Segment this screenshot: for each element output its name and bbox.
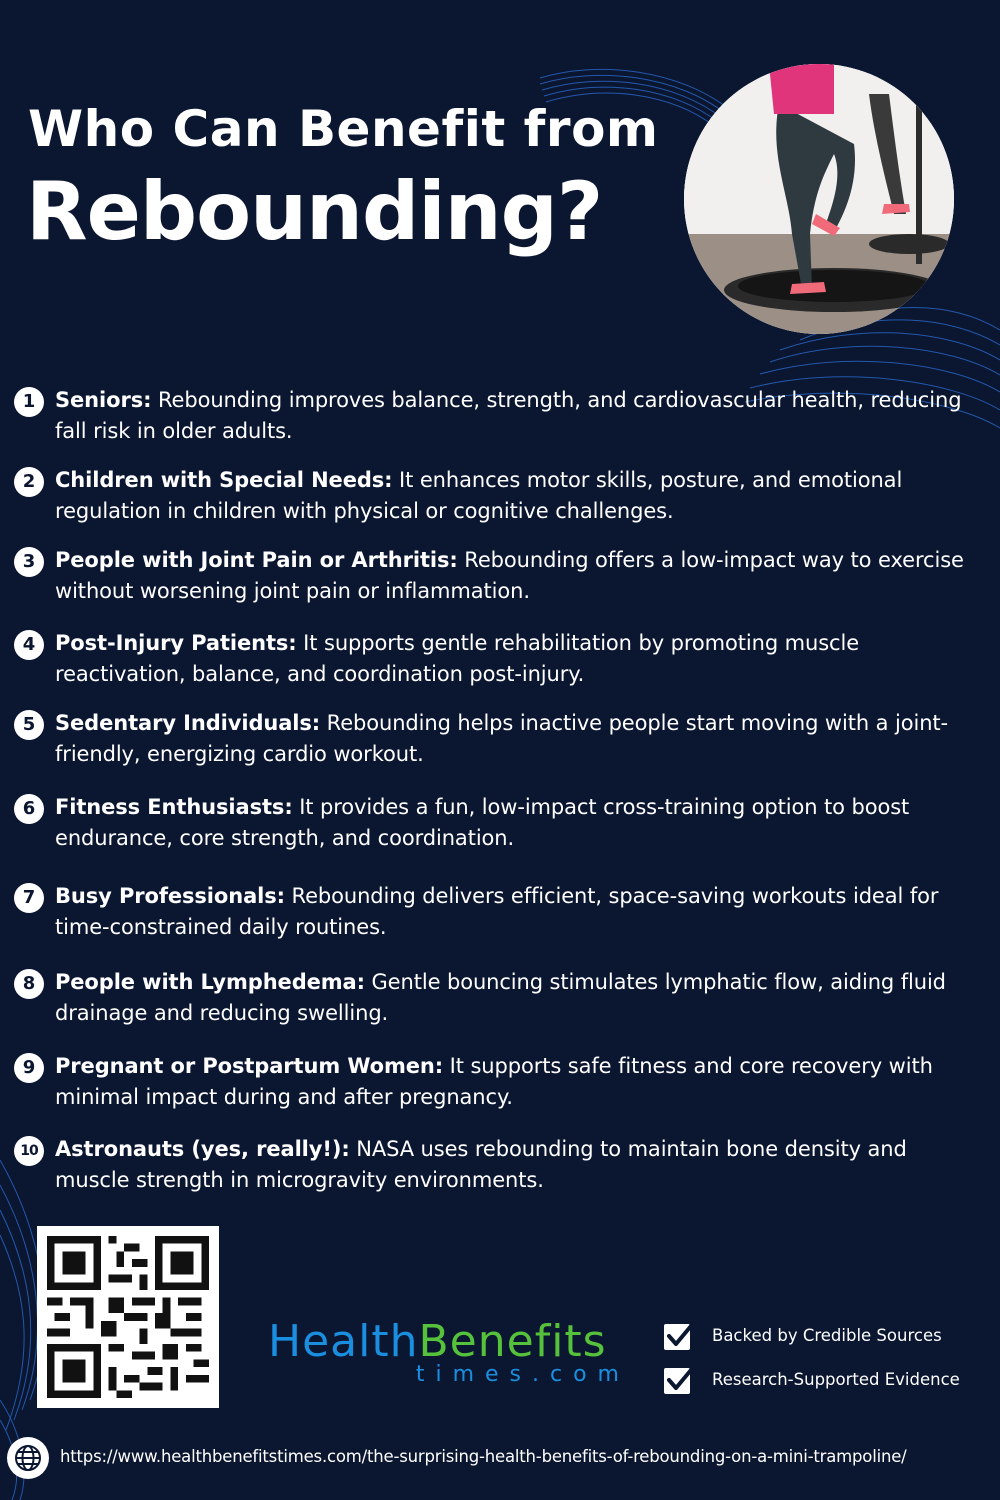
badge-label: Research-Supported Evidence (712, 1370, 960, 1389)
item-number-badge: 10 (14, 1136, 44, 1166)
list-item (14, 465, 974, 527)
item-number-badge: 1 (14, 387, 44, 417)
badge-label: Backed by Credible Sources (712, 1326, 942, 1345)
logo-subtitle: times.com (415, 1362, 630, 1387)
logo-health-text: Health (268, 1316, 419, 1367)
item-heading: Sedentary Individuals: (55, 711, 321, 735)
checkmark-icon (664, 1368, 690, 1394)
item-description: NASA uses rebounding to maintain bone density and muscle strength in microgravity environments. (55, 1137, 907, 1192)
source-url-link[interactable]: https://www.healthbenefitstimes.com/the-surprising-health-benefits-of-rebounding-on-a-mini-trampoline/ (60, 1447, 907, 1466)
item-number-badge: 7 (14, 883, 44, 913)
list-item (14, 967, 974, 1029)
page-title-line-2: Rebounding? (26, 165, 603, 258)
list-item (14, 1134, 974, 1196)
list-item (14, 545, 974, 607)
trampoline-exercise-photo (684, 64, 954, 334)
item-heading: Astronauts (yes, really!): (55, 1137, 350, 1161)
list-item (14, 708, 974, 770)
item-heading: Busy Professionals: (55, 884, 285, 908)
item-description: Rebounding offers a low-impact way to exercise without worsening joint pain or inflammation. (55, 548, 964, 603)
item-number-badge: 5 (14, 710, 44, 740)
item-heading: Fitness Enthusiasts: (55, 795, 293, 819)
list-item (14, 1051, 974, 1113)
item-heading: People with Lymphedema: (55, 970, 365, 994)
globe-icon (7, 1437, 49, 1479)
item-description: Rebounding helps inactive people start moving with a joint-friendly, energizing cardio workout. (55, 711, 949, 766)
item-heading: Seniors: (55, 388, 152, 412)
list-item (14, 628, 974, 690)
item-number-badge: 4 (14, 630, 44, 660)
list-item (14, 385, 974, 447)
item-heading: Children with Special Needs: (55, 468, 393, 492)
item-heading: People with Joint Pain or Arthritis: (55, 548, 458, 572)
logo-benefits-text: Benefits (418, 1316, 607, 1367)
item-number-badge: 9 (14, 1053, 44, 1083)
item-number-badge: 3 (14, 547, 44, 577)
item-description: It provides a fun, low-impact cross-training option to boost endurance, core strength, and coordination. (55, 795, 910, 850)
qr-code-icon[interactable] (37, 1226, 219, 1408)
item-number-badge: 2 (14, 467, 44, 497)
list-item (14, 881, 974, 943)
item-description: Gentle bouncing stimulates lymphatic flow, aiding fluid drainage and reducing swelling. (55, 970, 946, 1025)
item-description: It enhances motor skills, posture, and emotional regulation in children with physical or cognitive challenges. (55, 468, 903, 523)
item-description: Rebounding delivers efficient, space-saving workouts ideal for time-constrained daily routines. (55, 884, 939, 939)
page-title-line-1: Who Can Benefit from (28, 100, 659, 158)
item-heading: Pregnant or Postpartum Women: (55, 1054, 444, 1078)
item-description: Rebounding improves balance, strength, and cardiovascular health, reducing fall risk in older adults. (55, 388, 962, 443)
item-heading: Post-Injury Patients: (55, 631, 297, 655)
health-benefits-times-logo (268, 1318, 630, 1387)
list-item (14, 792, 974, 854)
item-description: It supports gentle rehabilitation by promoting muscle reactivation, balance, and coordination post-injury. (55, 631, 860, 686)
item-number-badge: 6 (14, 794, 44, 824)
item-number-badge: 8 (14, 969, 44, 999)
checkmark-icon (664, 1324, 690, 1350)
item-description: It supports safe fitness and core recovery with minimal impact during and after pregnancy. (55, 1054, 933, 1109)
